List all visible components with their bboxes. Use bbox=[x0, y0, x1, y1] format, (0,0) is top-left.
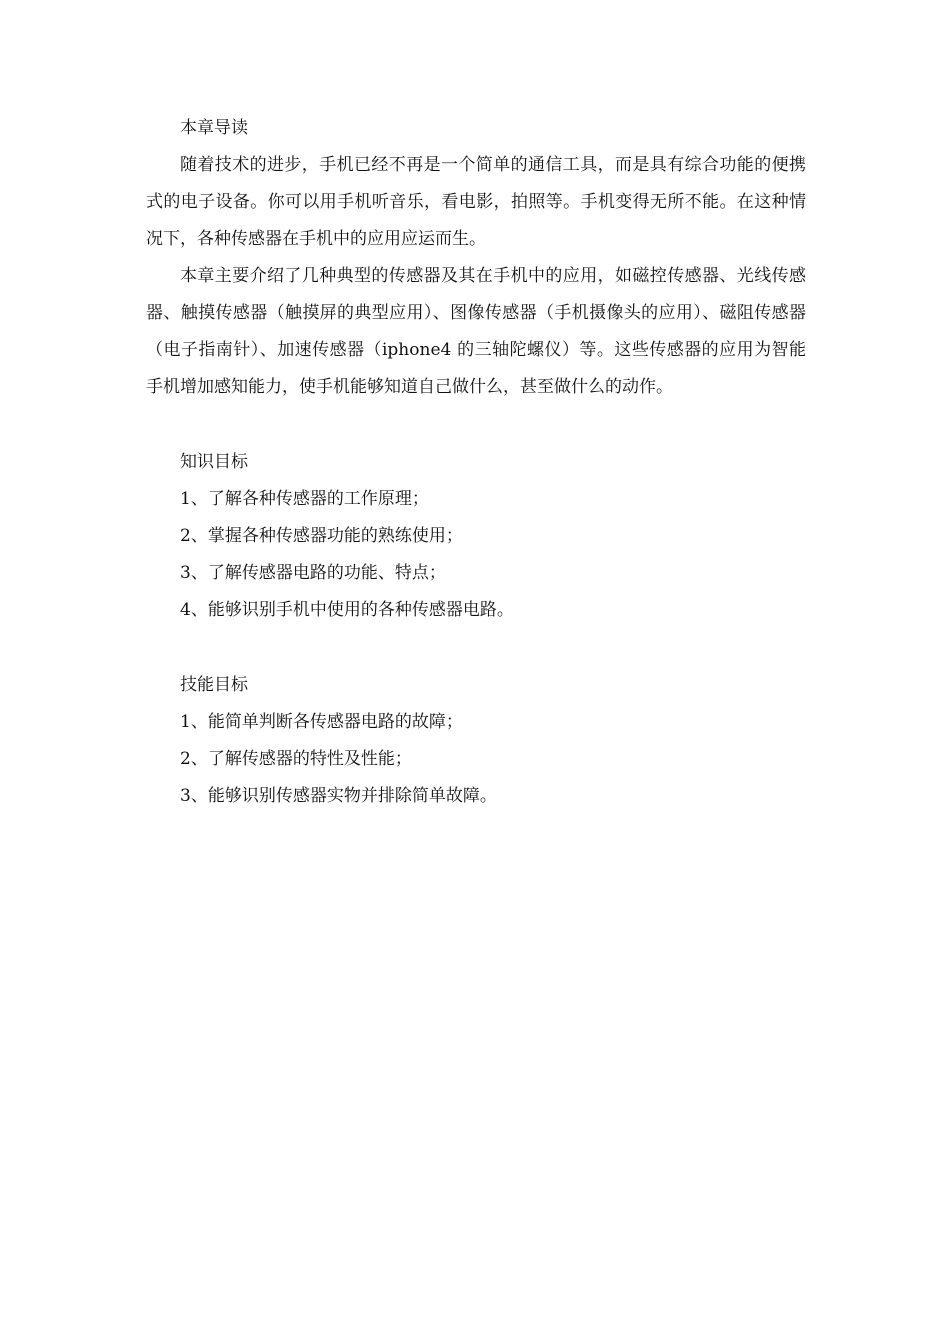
skills-item: 2、了解传感器的特性及性能； bbox=[180, 749, 412, 769]
skills-heading: 技能目标 bbox=[180, 675, 248, 695]
knowledge-item: 1、了解各种传感器的工作原理； bbox=[180, 489, 429, 509]
skills-item: 3、能够识别传感器实物并排除简单故障。 bbox=[180, 786, 497, 806]
intro-paragraph-1: 随着技术的进步，手机已经不再是一个简单的通信工具，而是具有综合功能的便携式的电子设备。你可以用手机听音乐，看电影，拍照等。手机变得无所不能。在这种情况下，各种传感器在手机中的应用应运而生。 bbox=[146, 155, 806, 249]
section-gap bbox=[146, 406, 806, 444]
knowledge-item: 4、能够识别手机中使用的各种传感器电路。 bbox=[180, 600, 514, 620]
knowledge-item: 2、掌握各种传感器功能的熟练使用； bbox=[180, 526, 463, 546]
skills-item: 1、能简单判断各传感器电路的故障； bbox=[180, 712, 463, 732]
knowledge-item: 3、了解传感器电路的功能、特点； bbox=[180, 563, 446, 583]
knowledge-heading: 知识目标 bbox=[180, 452, 248, 472]
intro-heading: 本章导读 bbox=[180, 118, 248, 138]
document-page bbox=[146, 110, 806, 815]
section-gap bbox=[146, 629, 806, 667]
intro-paragraph-2: 本章主要介绍了几种典型的传感器及其在手机中的应用，如磁控传感器、光线传感器、触摸传感器（触摸屏的典型应用）、图像传感器（手机摄像头的应用）、磁阻传感器（电子指南针）、加速传感器（iphone4 的三轴陀螺仪）等。这些传感器的应用为智能手机增加感知能力，使手机能够知道自己做什么，甚至做什么的动作。 bbox=[146, 266, 806, 397]
